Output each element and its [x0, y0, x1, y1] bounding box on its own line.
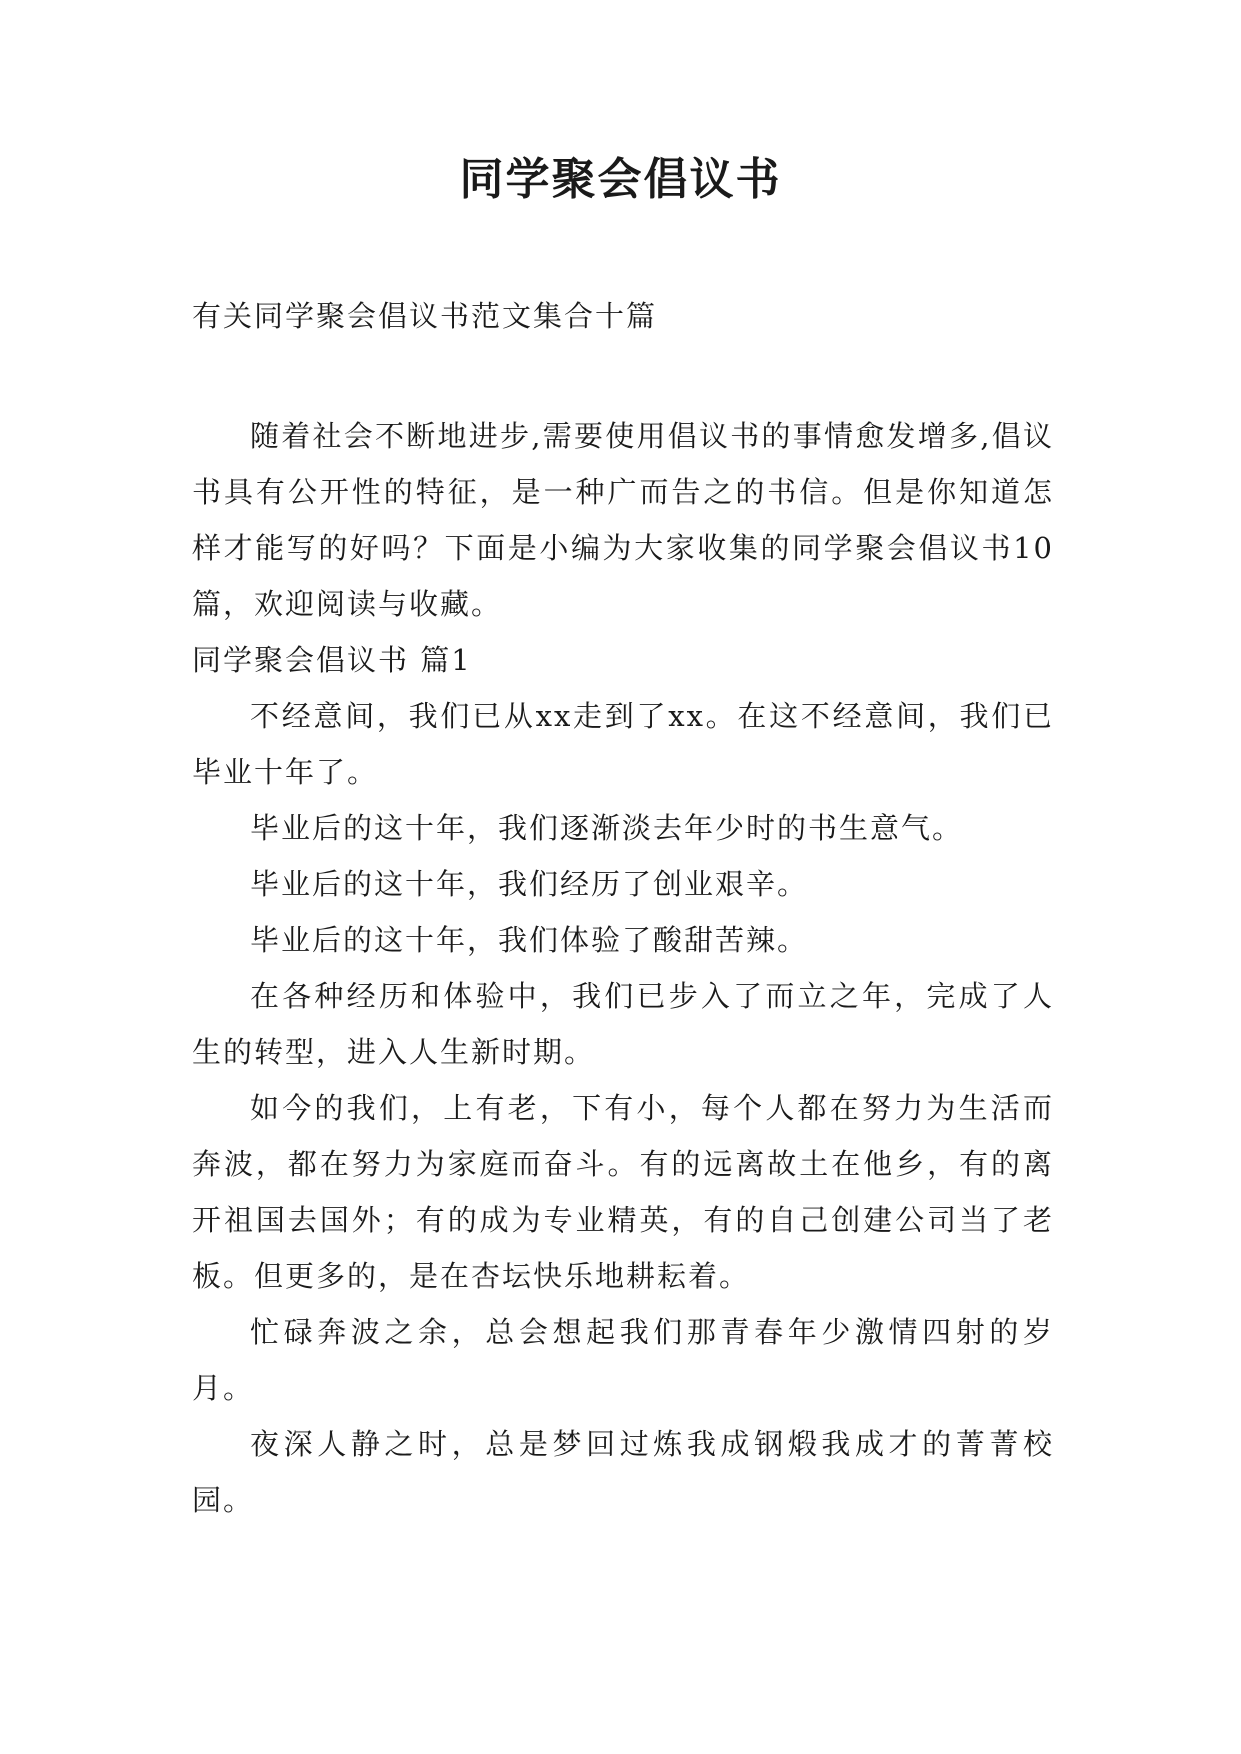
body-paragraph: 毕业后的这十年，我们体验了酸甜苦辣。 — [250, 923, 809, 957]
body-paragraph: 忙碌奔波之余，总会想起我们那青春年少激情四射的岁月。 — [192, 1315, 1054, 1405]
document-title: 同学聚会倡议书 — [459, 154, 782, 205]
body-paragraph: 夜深人静之时，总是梦回过炼我成钢煅我成才的菁菁校园。 — [192, 1427, 1054, 1517]
section-heading: 同学聚会倡议书 篇1 — [192, 643, 472, 677]
intro-paragraph: 随着社会不断地进步,需要使用倡议书的事情愈发增多,倡议书具有公开性的特征，是一种广而告之的书信。但是你知道怎样才能写的好吗？下面是小编为大家收集的同学聚会倡议书10篇，欢迎阅读与收藏。 — [192, 419, 1054, 621]
body-paragraph: 毕业后的这十年，我们经历了创业艰辛。 — [250, 867, 809, 901]
body-paragraph: 毕业后的这十年，我们逐渐淡去年少时的书生意气。 — [250, 811, 964, 845]
document-subtitle: 有关同学聚会倡议书范文集合十篇 — [192, 299, 658, 333]
body-paragraph: 在各种经历和体验中，我们已步入了而立之年，完成了人生的转型，进入人生新时期。 — [192, 979, 1054, 1069]
body-paragraph: 不经意间，我们已从xx走到了xx。在这不经意间，我们已毕业十年了。 — [192, 699, 1054, 789]
body-paragraph: 如今的我们，上有老，下有小，每个人都在努力为生活而奔波，都在努力为家庭而奋斗。有的远离故土在他乡，有的离开祖国去国外；有的成为专业精英，有的自己创建公司当了老板。但更多的，是在杏坛快乐地耕耘着。 — [192, 1091, 1054, 1293]
document-body — [192, 408, 1054, 1528]
